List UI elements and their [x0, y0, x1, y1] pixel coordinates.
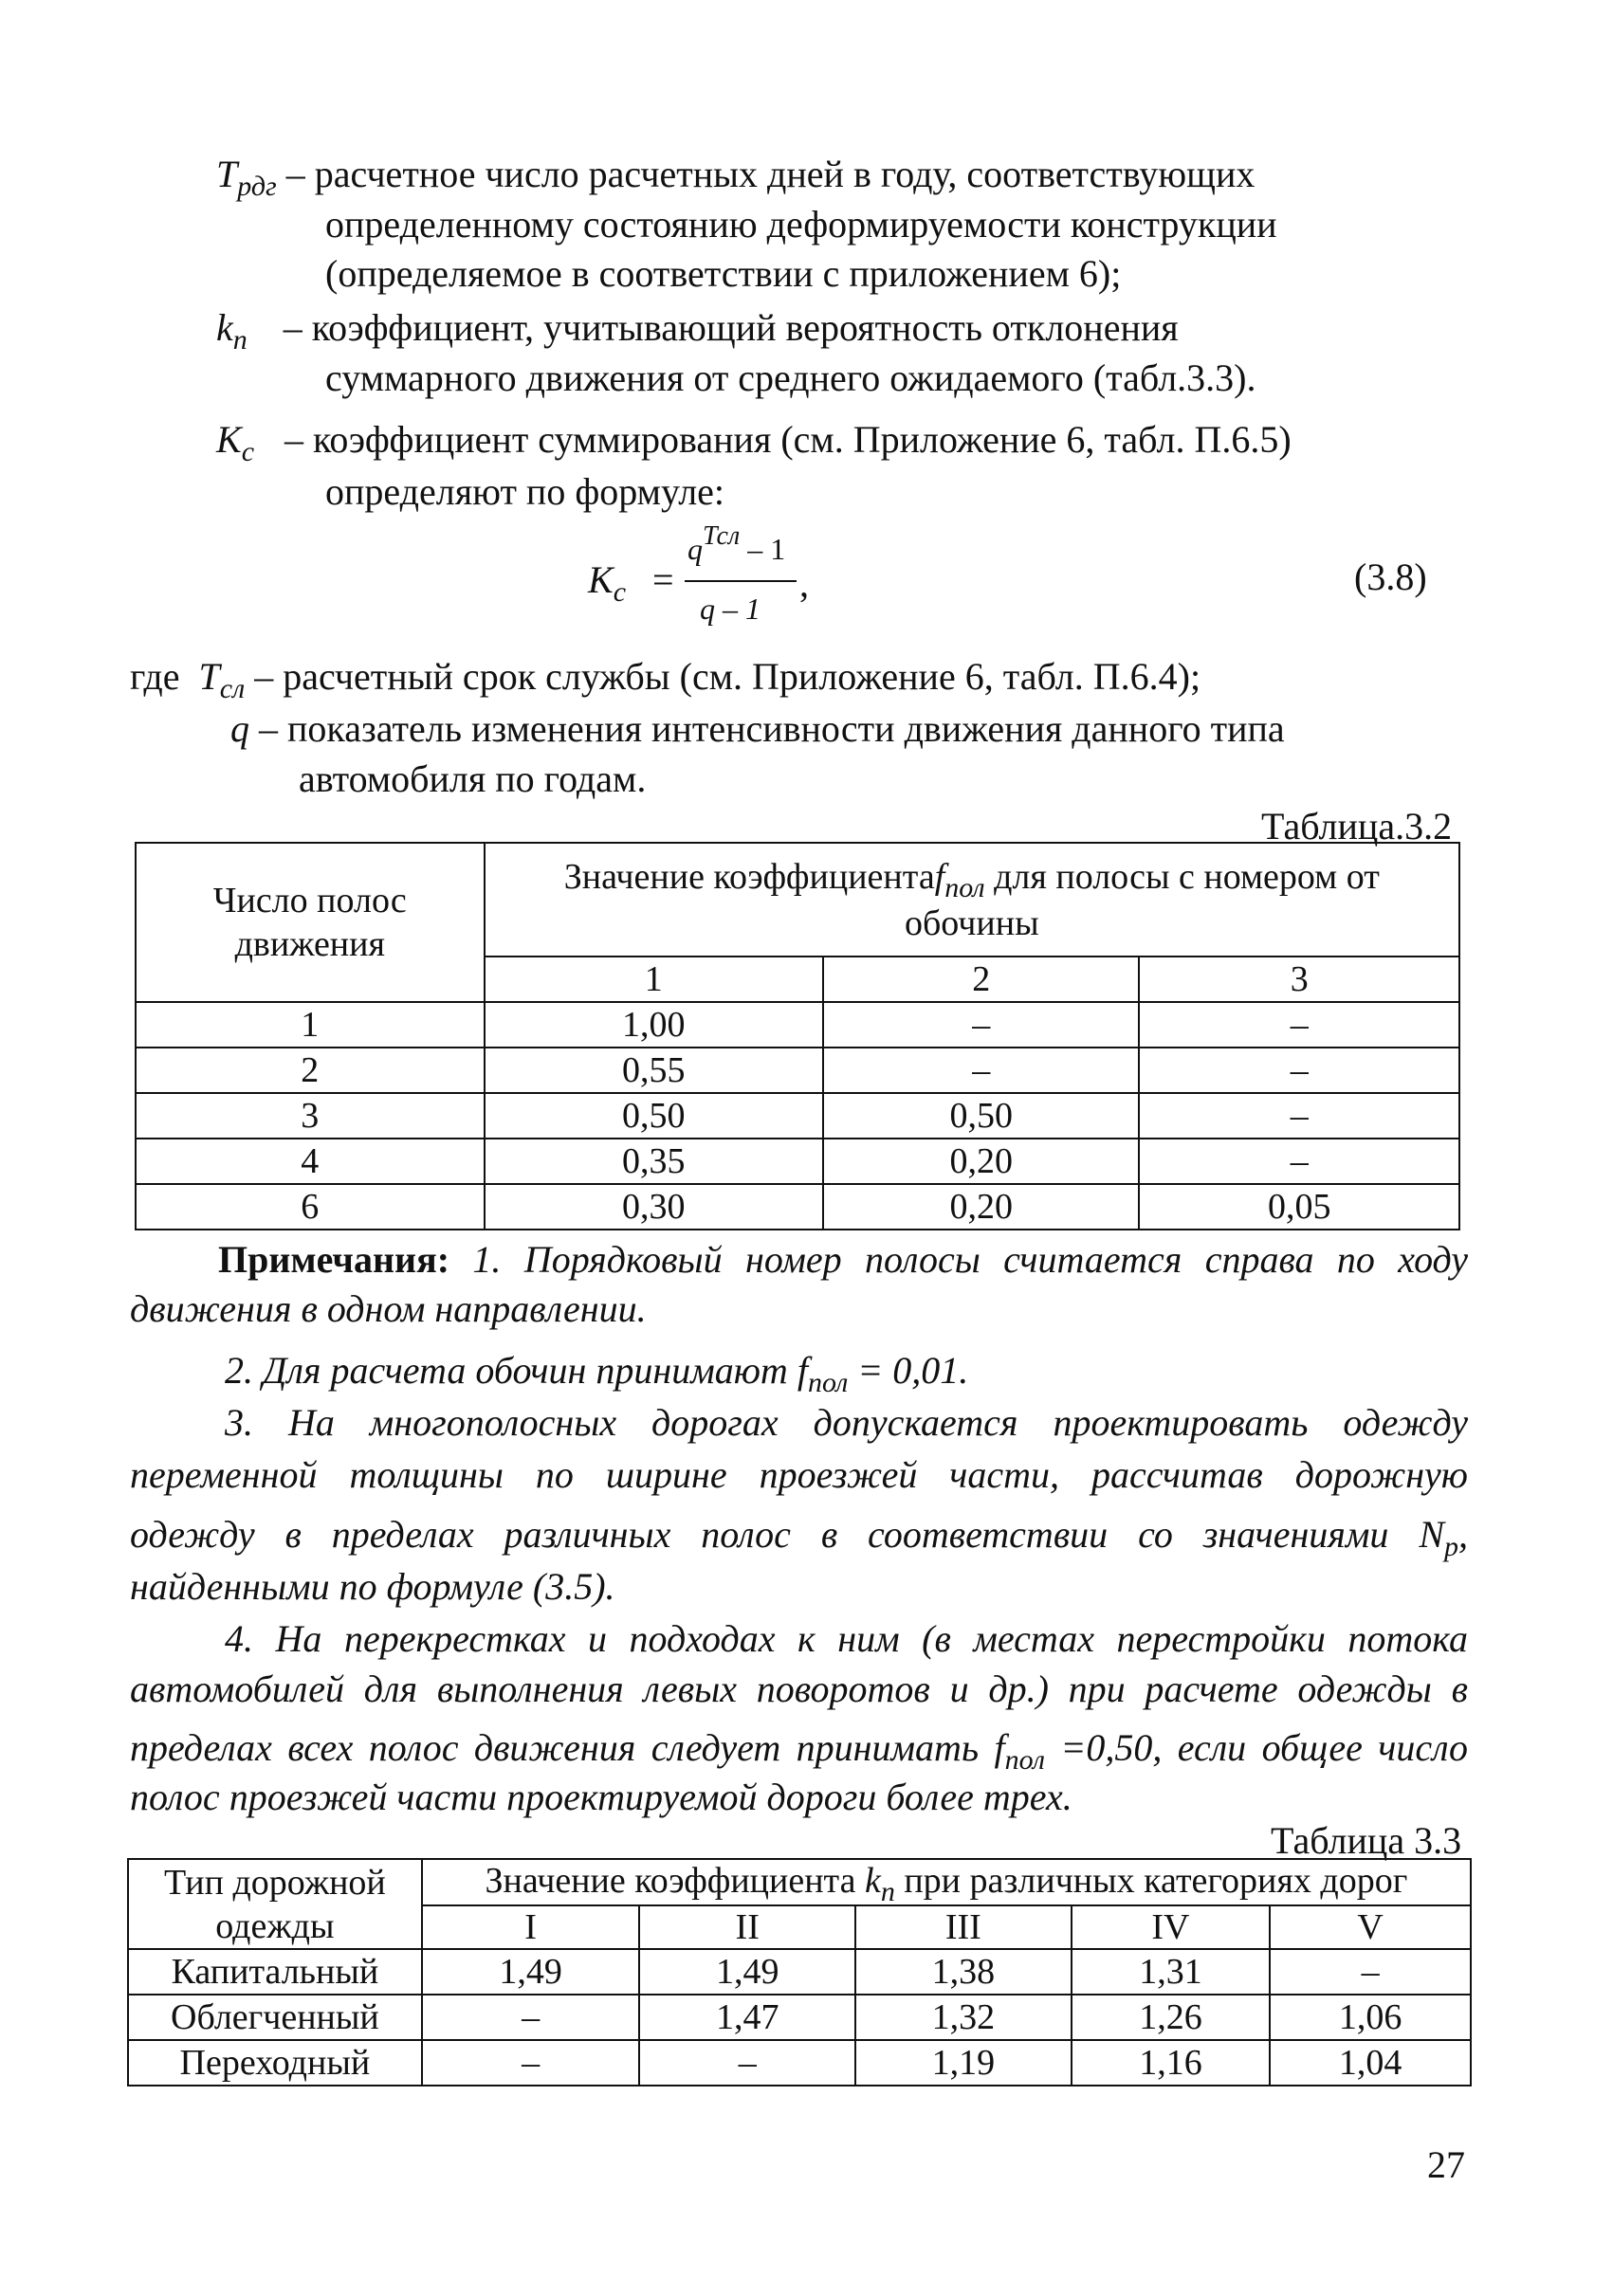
note-4-line4: полос проезжей части проектируемой дороги более трех. — [130, 1776, 1072, 1818]
where-q-line1: q – показатель изменения интенсивности движения данного типа — [230, 707, 1285, 750]
table-cell: 4 — [136, 1139, 485, 1184]
table-row — [128, 1995, 1471, 2040]
table-cell: 0,50 — [485, 1093, 823, 1139]
table-cell: – — [823, 1002, 1139, 1048]
formula-number: (3.8) — [1354, 556, 1427, 598]
table-cell: 0,20 — [823, 1184, 1139, 1230]
table-3-2 — [135, 842, 1460, 1230]
note-4-line2: автомобилей для выполнения левых поворотов и др.) при расчете одежды в — [130, 1667, 1468, 1710]
table-row — [136, 1139, 1459, 1184]
definition-trdg-line3: (определяемое в соответствии с приложением 6); — [325, 252, 1122, 295]
table-3-3-header-coefficient: Значение коэффициента $k_n$ при различных категориях дорог — [422, 1859, 1471, 1905]
note-4-line1: 4. На перекрестках и подходах к ним (в местах перестройки потока — [225, 1617, 1468, 1660]
table-cell: 1,00 — [485, 1002, 823, 1048]
table-cell: – — [422, 2040, 640, 2086]
table-3-2-subheader: 2 — [823, 957, 1139, 1002]
formula-comma: , — [799, 562, 809, 605]
note-3-line1: 3. На многополосных дорогах допускается проектировать одежду — [225, 1401, 1468, 1444]
table-row — [136, 1093, 1459, 1139]
page-number: 27 — [1427, 2143, 1465, 2186]
note-3-line2: переменной толщины по ширине проезжей части, рассчитав дорожную — [130, 1453, 1468, 1496]
table-cell: 1,26 — [1072, 1995, 1271, 2040]
table-cell: Переходный — [128, 2040, 422, 2086]
table-cell: 0,50 — [823, 1093, 1139, 1139]
table-3-3-subheader: V — [1270, 1905, 1471, 1949]
table-cell: 1,06 — [1270, 1995, 1471, 2040]
table-cell: 0,05 — [1139, 1184, 1459, 1230]
table-cell: Капитальный — [128, 1949, 422, 1995]
table-3-2-header-coefficient: Значение коэффициентаf$_{пол}$ для полосы с номером от обочины — [485, 843, 1459, 957]
table-3-3-subheader: II — [639, 1905, 855, 1949]
definition-kc-line2: определяют по формуле: — [325, 470, 725, 513]
table-cell: – — [422, 1995, 640, 2040]
table-cell: 1,32 — [855, 1995, 1072, 2040]
table-cell: 0,55 — [485, 1048, 823, 1093]
table-cell: 0,35 — [485, 1139, 823, 1184]
definition-kn-line1: $k_n$ – коэффициент, учитывающий вероятность отклонения — [216, 306, 1179, 355]
table-3-3 — [127, 1858, 1472, 2086]
note-1-line2: движения в одном направлении. — [130, 1287, 647, 1330]
table-cell: 0,20 — [823, 1139, 1139, 1184]
formula-lhs: $K_c$ = — [588, 558, 674, 608]
where-tsl-line: где $T_{сл}$ – расчетный срок службы (см. Приложение 6, табл. П.6.4); — [130, 655, 1201, 704]
table-row — [136, 1048, 1459, 1093]
table-cell: 1,04 — [1270, 2040, 1471, 2086]
table-cell: 1,47 — [639, 1995, 855, 2040]
note-4-line3: пределах всех полос движения следует принимать $f_{пол} =0,50$, если общее число — [130, 1726, 1469, 1776]
table-cell: 1 — [136, 1002, 485, 1048]
table-cell: – — [823, 1048, 1139, 1093]
definition-trdg-line1: $T_{рдг}$ – расчетное число расчетных дней в году, соответствующих — [216, 153, 1256, 202]
table-3-2-subheader: 3 — [1139, 957, 1459, 1002]
note-1-line1: Примечания: 1. Порядковый номер полосы считается справа по ходу — [218, 1238, 1469, 1281]
formula-denominator: q – 1 — [700, 592, 761, 626]
definition-kn-line2: суммарного движения от среднего ожидаемого (табл.3.3). — [325, 356, 1256, 399]
note-2: 2. Для расчета обочин принимают $f_{пол} = 0,01$. — [225, 1349, 969, 1398]
table-cell: 1,38 — [855, 1949, 1072, 1995]
table-row — [136, 1002, 1459, 1048]
table-cell: 3 — [136, 1093, 485, 1139]
definition-kc-line1: $K_c$ – коэффициент суммирования (см. Приложение 6, табл. П.6.5) — [216, 418, 1292, 467]
table-3-2-header-lanes: Число полос движения — [136, 843, 485, 1002]
table-cell: 0,30 — [485, 1184, 823, 1230]
table-row — [136, 1184, 1459, 1230]
table-cell: – — [1139, 1048, 1459, 1093]
where-q-line2: автомобиля по годам. — [299, 757, 647, 800]
table-3-3-header-type: Тип дорожной одежды — [128, 1859, 422, 1949]
table-3-2-subheader: 1 — [485, 957, 823, 1002]
table-3-3-caption: Таблица 3.3 — [1271, 1819, 1462, 1862]
note-3-line4: найденными по формуле (3.5). — [130, 1565, 615, 1608]
table-cell: 2 — [136, 1048, 485, 1093]
table-cell: – — [1139, 1002, 1459, 1048]
table-row — [128, 1949, 1471, 1995]
formula-fraction-bar — [685, 580, 797, 582]
table-cell: 1,49 — [639, 1949, 855, 1995]
table-3-3-subheader: III — [855, 1905, 1072, 1949]
table-cell: – — [1270, 1949, 1471, 1995]
table-3-3-subheader: I — [422, 1905, 640, 1949]
table-3-3-subheader: IV — [1072, 1905, 1271, 1949]
table-cell: 6 — [136, 1184, 485, 1230]
table-cell: – — [1139, 1139, 1459, 1184]
table-cell: 1,31 — [1072, 1949, 1271, 1995]
table-row — [128, 2040, 1471, 2086]
table-cell: Облегченный — [128, 1995, 422, 2040]
table-cell: 1,16 — [1072, 2040, 1271, 2086]
table-cell: 1,49 — [422, 1949, 640, 1995]
formula-numerator: qТсл – 1 — [687, 521, 786, 566]
table-cell: 1,19 — [855, 2040, 1072, 2086]
table-cell: – — [639, 2040, 855, 2086]
table-cell: – — [1139, 1093, 1459, 1139]
note-3-line3: одежду в пределах различных полос в соответствии со значениями $N_p$, — [130, 1513, 1469, 1562]
definition-trdg-line2: определенному состоянию деформируемости конструкции — [325, 203, 1277, 246]
table-3-2-caption: Таблица.3.2 — [1261, 805, 1453, 847]
